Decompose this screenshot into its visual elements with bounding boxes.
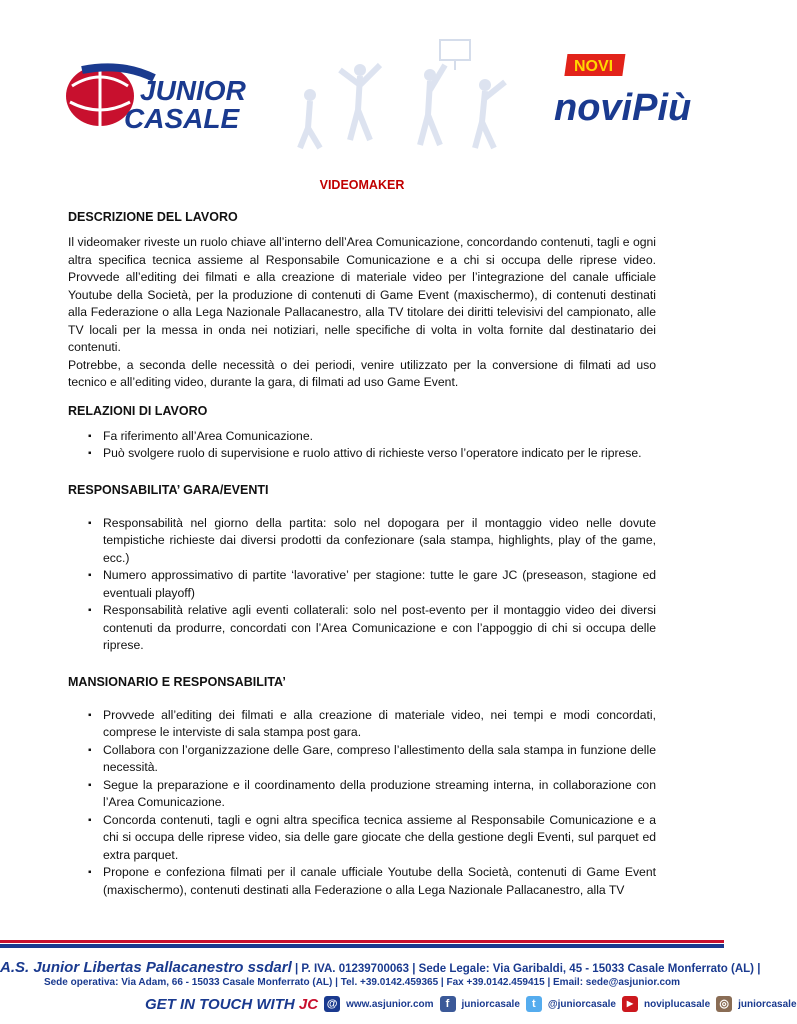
footer-email[interactable]: Email: sede@asjunior.com (553, 977, 681, 988)
footer-tel: Tel. +39.0142.459365 (340, 977, 439, 988)
bullet-icon: ▪ (88, 867, 92, 878)
document-title: VIDEOMAKER (319, 178, 405, 192)
list-item: ▪ Propone e confeziona filmati per il canale ufficiale Youtube della Società, contenuti di Game Event (maxischermo), contenuti destinati alla Federazione o alla Lega Nazionale Pallacanestro, alla TV (88, 865, 656, 897)
page-footer (0, 940, 797, 1024)
bullet-icon: ▪ (88, 605, 92, 616)
sponsor-tag: NOVI (574, 58, 614, 75)
youtube-link[interactable]: noviplucasale (644, 998, 711, 1010)
page-header (0, 0, 724, 160)
footer-stripe-blue (0, 944, 724, 948)
footer-fax: Fax +39.0142.459415 (446, 977, 545, 988)
bullet-list (68, 515, 656, 655)
footer-sede-legale: Sede Legale: Via Garibaldi, 45 - 15033 Casale Monferrato (AL) (418, 963, 754, 975)
section-heading: RELAZIONI DI LAVORO (68, 403, 208, 418)
footer-sede-operativa: Sede operativa: Via Adam, 66 - 15033 Casale Monferrato (AL) (43, 977, 333, 988)
footer-line-2: Sede operativa: Via Adam, 66 - 15033 Casale Monferrato (AL) | Tel. +39.0142.459365 | Fax +39.0142.459415 | Email: sede@asjunior.com (43, 977, 681, 988)
website-link[interactable]: www.asjunior.com (346, 998, 434, 1010)
web-icon: @ (324, 996, 340, 1012)
bullet-list (68, 428, 656, 463)
paragraph: Potrebbe, a seconda delle necessità o dei periodi, venire utilizzato per la conversione di filmati ad uso tecnico e all’editing video, durante la gara, di filmati ad uso Game Event. (68, 357, 656, 389)
twitter-link[interactable]: @juniorcasale (547, 998, 616, 1010)
logo-text-junior: JUNIOR (140, 75, 246, 106)
footer-social-bar (145, 993, 797, 1015)
footer-club-name: A.S. Junior Libertas Pallacanestro ssdarl (0, 959, 292, 976)
list-item: ▪ Collabora con l’organizzazione delle Gare, compreso l’allestimento della sala stampa in funzione delle necessità. (88, 742, 656, 774)
section-heading: DESCRIZIONE DEL LAVORO (68, 210, 238, 224)
bullet-list (68, 707, 656, 900)
sponsor-name: noviPiù (554, 87, 692, 129)
instagram-icon: ◎ (716, 996, 732, 1012)
instagram-link[interactable]: juniorcasale (738, 998, 797, 1010)
bullet-icon: ▪ (88, 779, 92, 791)
section-relazioni (68, 404, 656, 463)
novipiu-sponsor-logo (548, 50, 698, 140)
facebook-link[interactable]: juniorcasale (461, 998, 520, 1010)
footer-piva: P. IVA. 01239700063 (301, 963, 410, 975)
twitter-icon: t (526, 996, 542, 1012)
list-item: ▪ Segue la preparazione e il coordinamento della produzione streaming interna, in collaborazione con l’Area Comunicazione. (88, 777, 656, 809)
list-item: ▪ Provvede all’editing dei filmati e alla creazione di materiale video, nei tempi e modi concordati, comprese le interviste di sala stampa post gara. (88, 707, 656, 739)
basketball-players-graphic (280, 30, 540, 150)
paragraph: Il videomaker riveste un ruolo chiave all’interno dell’Area Comunicazione, concordando contenuti, tagli e ogni altra specifica tecnica assieme al Responsabile Comunicazione e a chi si occupa delle riprese video. Provvede all’editing dei filmati e alla creazione di materiale video per l’integrazione del canale ufficiale Youtube della Società, per la produzione di contenuti di Game Event (maxischermo), di contenuti destinati alla Federazione o alla Lega Nazionale Pallacanestro, alla TV titolare dei diritti televisivi del campionato, alle TV locali per la messa in onda nei notiziari, nelle specifiche di volta in volta fornite dal destinatario dei contenuti. (68, 235, 656, 354)
bullet-icon: ▪ (88, 814, 92, 826)
bullet-icon: ▪ (88, 570, 92, 581)
list-item: ▪ Responsabilità nel giorno della partita: solo nel dopogara per il montaggio video nelle dovute tempistiche richieste dai diversi prodotti da confezionare (sala stampa, highlights, play of the game, ecc.) (88, 515, 656, 565)
facebook-icon: f (440, 996, 456, 1012)
list-item: ▪ Numero approssimativo di partite ‘lavorative’ per stagione: tutte le gare JC (preseason, stagione ed eventuali playoff) (88, 568, 656, 600)
list-item: ▪ Può svolgere ruolo di supervisione e ruolo attivo di richieste verso l’operatore indicato per le riprese. (68, 445, 656, 463)
logo-text-casale: CASALE (124, 103, 240, 134)
footer-line-1: A.S. Junior Libertas Pallacanestro ssdarl | P. IVA. 01239700063 | Sede Legale: Via Garibaldi, 45 - 15033 Casale Monferrato (AL) | (0, 959, 761, 976)
junior-casale-logo (62, 58, 262, 138)
section-responsabilita (68, 483, 656, 655)
get-in-touch-label: GET IN TOUCH WITH JC (145, 995, 319, 1013)
section-descrizione (68, 210, 656, 392)
bullet-icon: ▪ (88, 709, 92, 721)
section-heading: RESPONSABILITA’ GARA/EVENTI (68, 482, 269, 497)
list-item: ▪ Responsabilità relative agli eventi collaterali: solo nel post-evento per il montaggio video dei diversi contenuti da produrre, concordati con l’Area Comunicazione e con l’appoggio di chi si occupa delle riprese. (88, 603, 656, 652)
section-mansionario (68, 675, 656, 900)
list-item: ▪ Concorda contenuti, tagli e ogni altra specifica tecnica assieme al Responsabile Comunicazione e a chi si occupa delle riprese video, sia delle gare giocate che della gestione degli Eventi, sul parquet ed extra parquet. (88, 812, 656, 862)
bullet-icon: ▪ (88, 744, 92, 756)
bullet-icon: ▪ (88, 448, 92, 459)
document-body (68, 178, 656, 911)
youtube-icon: ▶ (622, 996, 638, 1012)
footer-stripe-red (0, 940, 724, 943)
bullet-icon: ▪ (88, 517, 92, 529)
bullet-icon: ▪ (88, 430, 92, 442)
list-item: ▪ Fa riferimento all’Area Comunicazione. (68, 428, 656, 446)
section-heading: MANSIONARIO E RESPONSABILITA’ (68, 674, 286, 689)
